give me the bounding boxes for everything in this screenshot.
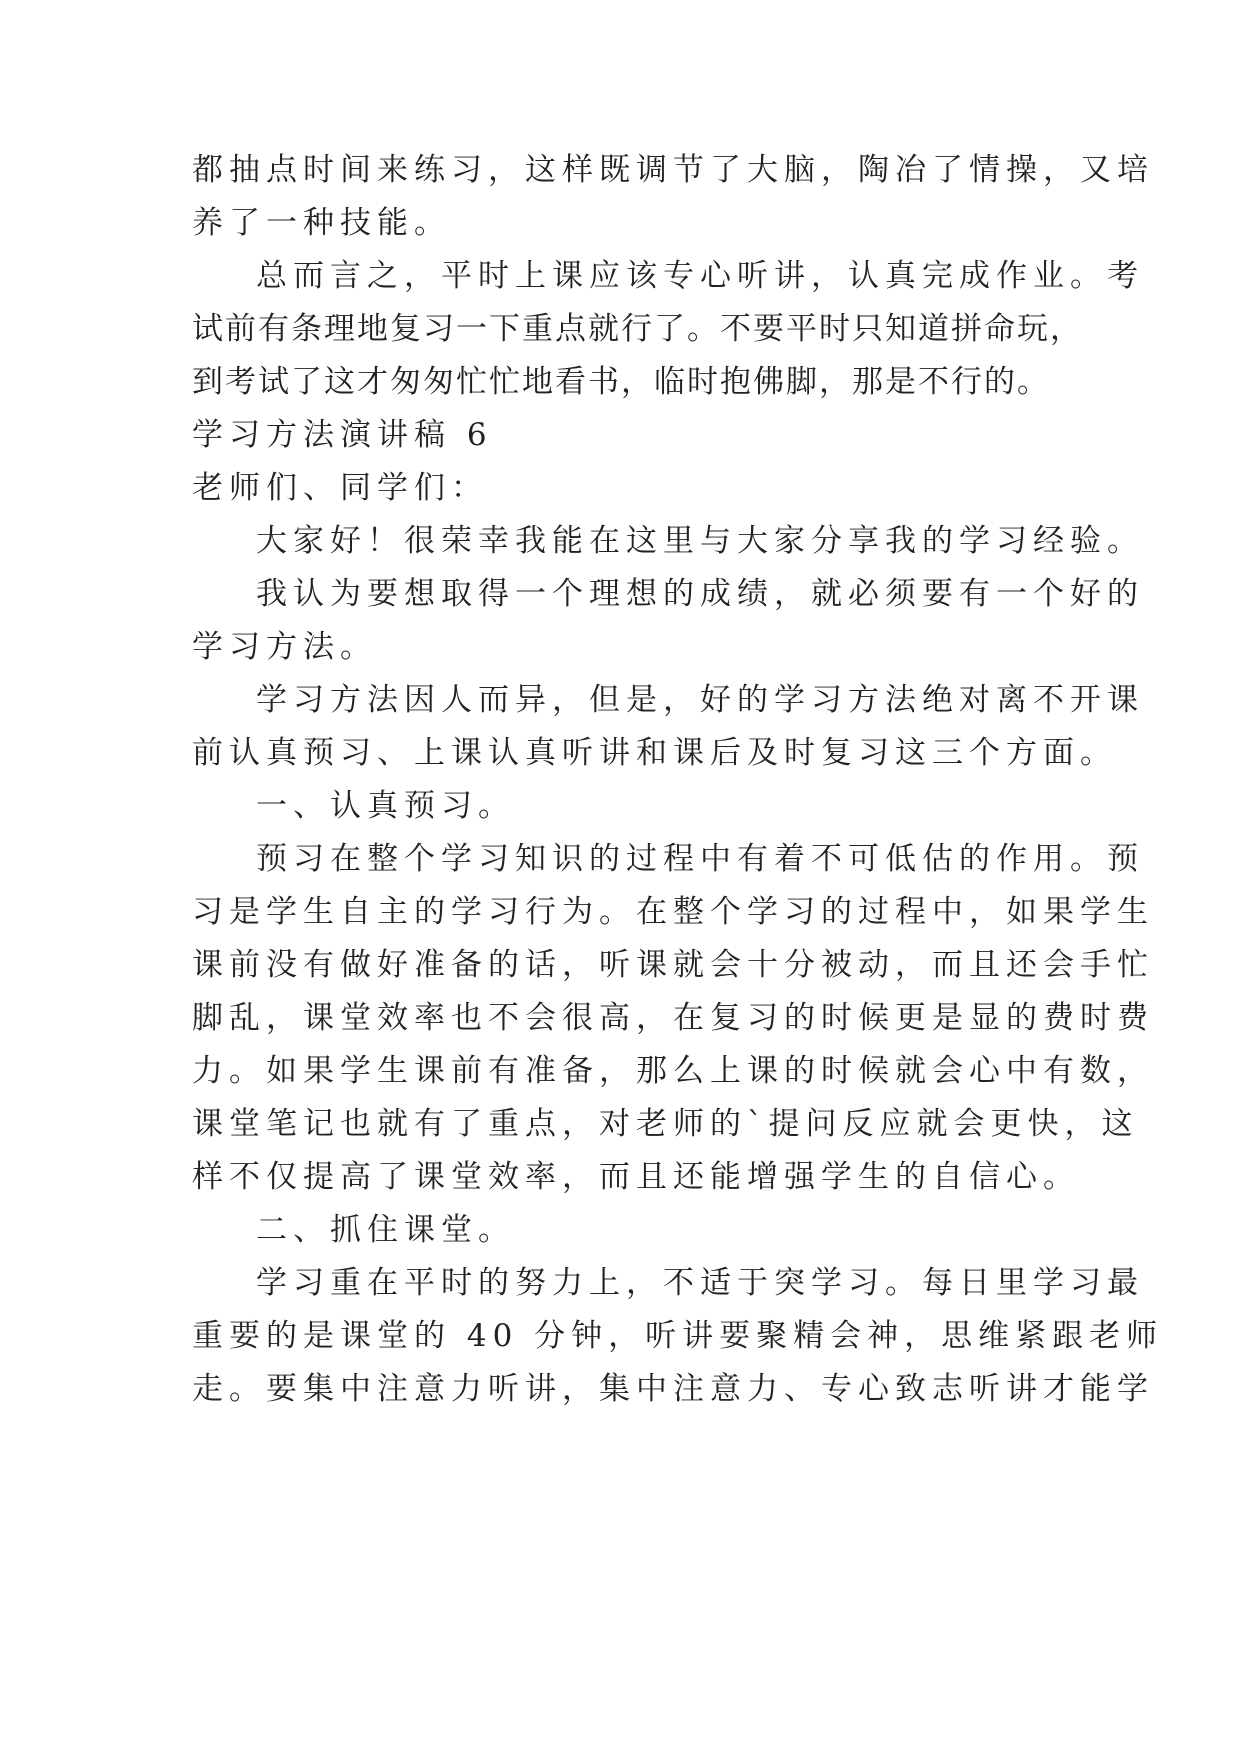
subheading: 二、抓住课堂。	[256, 1212, 515, 1248]
text-line: 都抽点时间来练习，这样既调节了大脑，陶冶了情操，又培	[192, 152, 1154, 188]
text-line: 习是学生自主的学习行为。在整个学习的过程中，如果学生	[192, 894, 1154, 930]
text-line: 脚乱，课堂效率也不会很高，在复习的时候更是显的费时费	[192, 1000, 1154, 1036]
text-line: 重要的是课堂的 40 分钟，听讲要聚精会神，思维紧跟老师	[192, 1318, 1164, 1354]
text-line: 大家好！很荣幸我能在这里与大家分享我的学习经验。	[256, 523, 1144, 559]
text-line: 我认为要想取得一个理想的成绩，就必须要有一个好的	[256, 576, 1144, 612]
text-line: 学习方法因人而异，但是，好的学习方法绝对离不开课	[256, 682, 1144, 718]
text-line: 学习重在平时的努力上，不适于突学习。每日里学习最	[256, 1265, 1144, 1301]
text-line: 课前没有做好准备的话，听课就会十分被动，而且还会手忙	[192, 947, 1154, 983]
section-title: 学习方法演讲稿 6	[192, 417, 493, 453]
text-line: 力。如果学生课前有准备，那么上课的时候就会心中有数，	[192, 1053, 1154, 1089]
text-line: 前认真预习、上课认真听讲和课后及时复习这三个方面。	[192, 735, 1117, 771]
text-line: 样不仅提高了课堂效率，而且还能增强学生的自信心。	[192, 1159, 1080, 1195]
subheading: 一、认真预习。	[256, 788, 515, 824]
text-line: 走。要集中注意力听讲，集中注意力、专心致志听讲才能学	[192, 1371, 1154, 1407]
text-line: 课堂笔记也就有了重点，对老师的`提问反应就会更快，这	[192, 1106, 1139, 1142]
text-line: 学习方法。	[192, 629, 377, 665]
text-line: 到考试了这才匆匆忙忙地看书，临时抱佛脚，那是不行的。	[192, 364, 1050, 400]
text-line: 养了一种技能。	[192, 205, 451, 241]
text-line: 试前有条理地复习一下重点就行了。不要平时只知道拼命玩，	[192, 311, 1083, 347]
text-line: 预习在整个学习知识的过程中有着不可低估的作用。预	[256, 841, 1144, 877]
salutation: 老师们、同学们：	[192, 470, 488, 506]
text-line: 总而言之，平时上课应该专心听讲，认真完成作业。考	[256, 258, 1144, 294]
